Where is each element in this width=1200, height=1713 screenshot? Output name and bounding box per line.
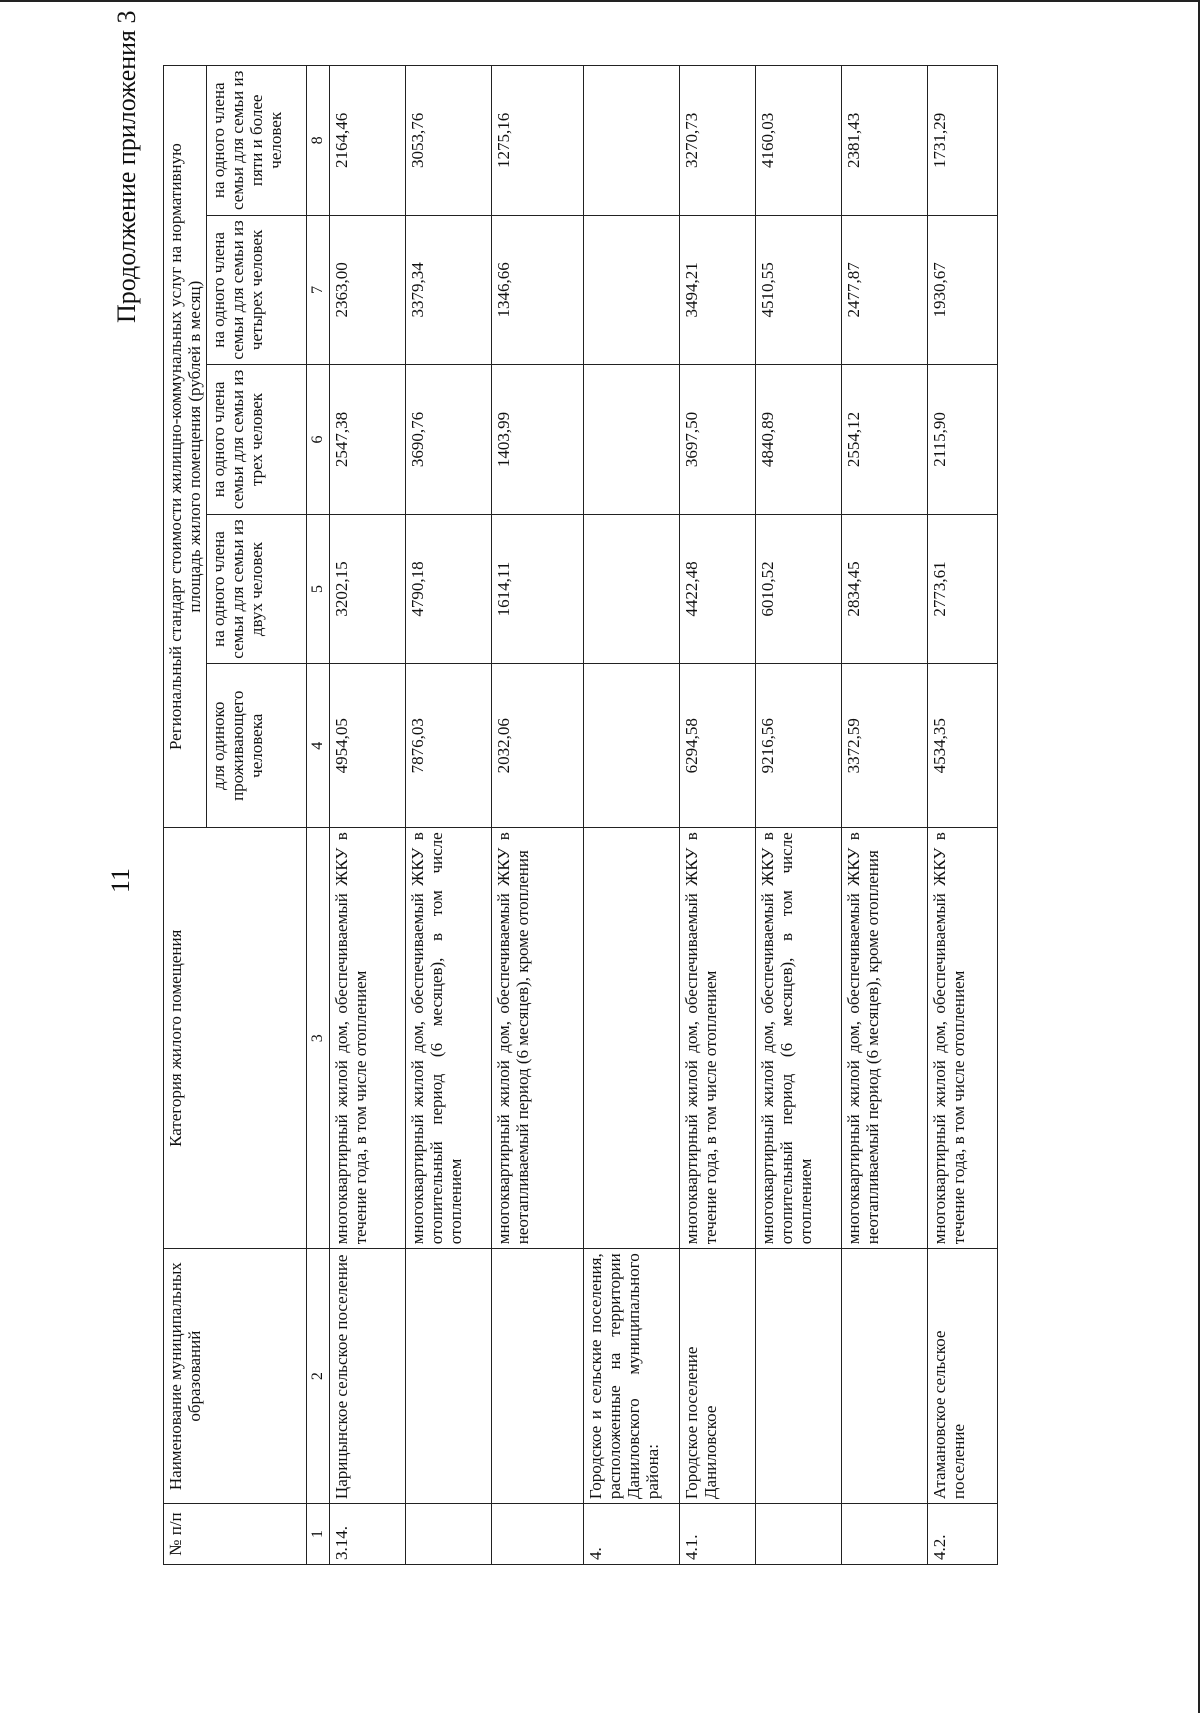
value-col4: 3372,59 (842, 664, 928, 828)
column-index-row (307, 66, 330, 1565)
value-col6: 2547,38 (330, 365, 406, 515)
row-name: Городское поселение Даниловское (680, 1249, 756, 1504)
value-col7: 3379,34 (406, 215, 492, 365)
value-col6: 1403,99 (492, 365, 584, 515)
header-row-1 (164, 66, 207, 1565)
row-category: многоквартирный жилой дом, обеспечиваемый ЖКУ в течение года, в том числе отоплением (928, 828, 998, 1249)
row-num: 4.1. (680, 1504, 756, 1565)
col-index: 5 (307, 514, 330, 664)
header-num: № п/п (164, 1504, 307, 1565)
value-col5: 2834,45 (842, 514, 928, 664)
row-num (756, 1504, 842, 1565)
col-index: 7 (307, 215, 330, 365)
value-col5 (584, 514, 680, 664)
row-category: многоквартирный жилой дом, обеспечиваемый ЖКУ в течение года, в том числе отоплением (680, 828, 756, 1249)
continuation-title: Продолжение приложения 3 (112, 10, 141, 323)
value-col6: 4840,89 (756, 365, 842, 515)
col-index: 8 (307, 66, 330, 216)
value-col7: 3494,21 (680, 215, 756, 365)
value-col4: 4954,05 (330, 664, 406, 828)
row-name (492, 1249, 584, 1504)
header-col5: на одного члена семьи для семьи из двух человек (207, 514, 307, 664)
table-row (680, 66, 756, 1565)
value-col4: 7876,03 (406, 664, 492, 828)
row-category (584, 828, 680, 1249)
table-row (928, 66, 998, 1565)
row-num: 4. (584, 1504, 680, 1565)
table-row (756, 66, 842, 1565)
value-col5: 3202,15 (330, 514, 406, 664)
table-row (584, 66, 680, 1565)
value-col6: 2115,90 (928, 365, 998, 515)
value-col4 (584, 664, 680, 828)
row-category: многоквартирный жилой дом, обеспечиваемый ЖКУ в неотапливаемый период (6 месяцев), кроме отопления (842, 828, 928, 1249)
header-col8: на одного члена семьи для семьи из пяти и более человек (207, 66, 307, 216)
value-col5: 6010,52 (756, 514, 842, 664)
header-name: Наименование муниципальных образований (164, 1249, 307, 1504)
row-name (842, 1249, 928, 1504)
col-index: 2 (307, 1249, 330, 1504)
header-col7: на одного члена семьи для семьи из четырех человек (207, 215, 307, 365)
row-name: Городское и сельские поселения, расположенные на территории Даниловского муниципального района: (584, 1249, 680, 1504)
row-name (756, 1249, 842, 1504)
row-category: многоквартирный жилой дом, обеспечиваемый ЖКУ в отопительный период (6 месяцев), в том числе отоплением (406, 828, 492, 1249)
page-number: 11 (106, 867, 135, 893)
value-col8: 1275,16 (492, 66, 584, 216)
row-num: 3.14. (330, 1504, 406, 1565)
value-col5: 4790,18 (406, 514, 492, 664)
tariff-table (163, 65, 998, 1565)
table-row (330, 66, 406, 1565)
value-col7: 2363,00 (330, 215, 406, 365)
header-col4: для одиноко проживающего человека (207, 664, 307, 828)
row-num (492, 1504, 584, 1565)
header-standard: Региональный стандарт стоимости жилищно-коммунальных услуг на нормативную площадь жилого помещения (рублей в месяц) (164, 66, 207, 828)
value-col4: 9216,56 (756, 664, 842, 828)
row-category: многоквартирный жилой дом, обеспечиваемый ЖКУ в неотапливаемый период (6 месяцев), кроме отопления (492, 828, 584, 1249)
value-col8: 1731,29 (928, 66, 998, 216)
value-col8: 2381,43 (842, 66, 928, 216)
value-col4: 2032,06 (492, 664, 584, 828)
value-col6: 3697,50 (680, 365, 756, 515)
value-col7: 1930,67 (928, 215, 998, 365)
col-index: 3 (307, 828, 330, 1249)
row-name (406, 1249, 492, 1504)
table-row (842, 66, 928, 1565)
value-col5: 2773,61 (928, 514, 998, 664)
value-col8: 3053,76 (406, 66, 492, 216)
value-col7: 4510,55 (756, 215, 842, 365)
value-col5: 4422,48 (680, 514, 756, 664)
value-col6: 3690,76 (406, 365, 492, 515)
value-col8 (584, 66, 680, 216)
value-col8: 2164,46 (330, 66, 406, 216)
table-row (492, 66, 584, 1565)
header-col6: на одного члена семьи для семьи из трех человек (207, 365, 307, 515)
table-row (406, 66, 492, 1565)
row-category: многоквартирный жилой дом, обеспечиваемый ЖКУ в течение года, в том числе отоплением (330, 828, 406, 1249)
row-name: Царицынское сельское поселение (330, 1249, 406, 1504)
value-col8: 4160,03 (756, 66, 842, 216)
value-col6 (584, 365, 680, 515)
col-index: 4 (307, 664, 330, 828)
col-index: 1 (307, 1504, 330, 1565)
col-index: 6 (307, 365, 330, 515)
value-col7: 1346,66 (492, 215, 584, 365)
value-col8: 3270,73 (680, 66, 756, 216)
value-col7: 2477,87 (842, 215, 928, 365)
value-col7 (584, 215, 680, 365)
row-num (842, 1504, 928, 1565)
header-category: Категория жилого помещения (164, 828, 307, 1249)
value-col4: 6294,58 (680, 664, 756, 828)
row-num (406, 1504, 492, 1565)
value-col4: 4534,35 (928, 664, 998, 828)
value-col5: 1614,11 (492, 514, 584, 664)
row-name: Атамановское сельское поселение (928, 1249, 998, 1504)
value-col6: 2554,12 (842, 365, 928, 515)
row-category: многоквартирный жилой дом, обеспечиваемый ЖКУ в отопительный период (6 месяцев), в том числе отоплением (756, 828, 842, 1249)
row-num: 4.2. (928, 1504, 998, 1565)
